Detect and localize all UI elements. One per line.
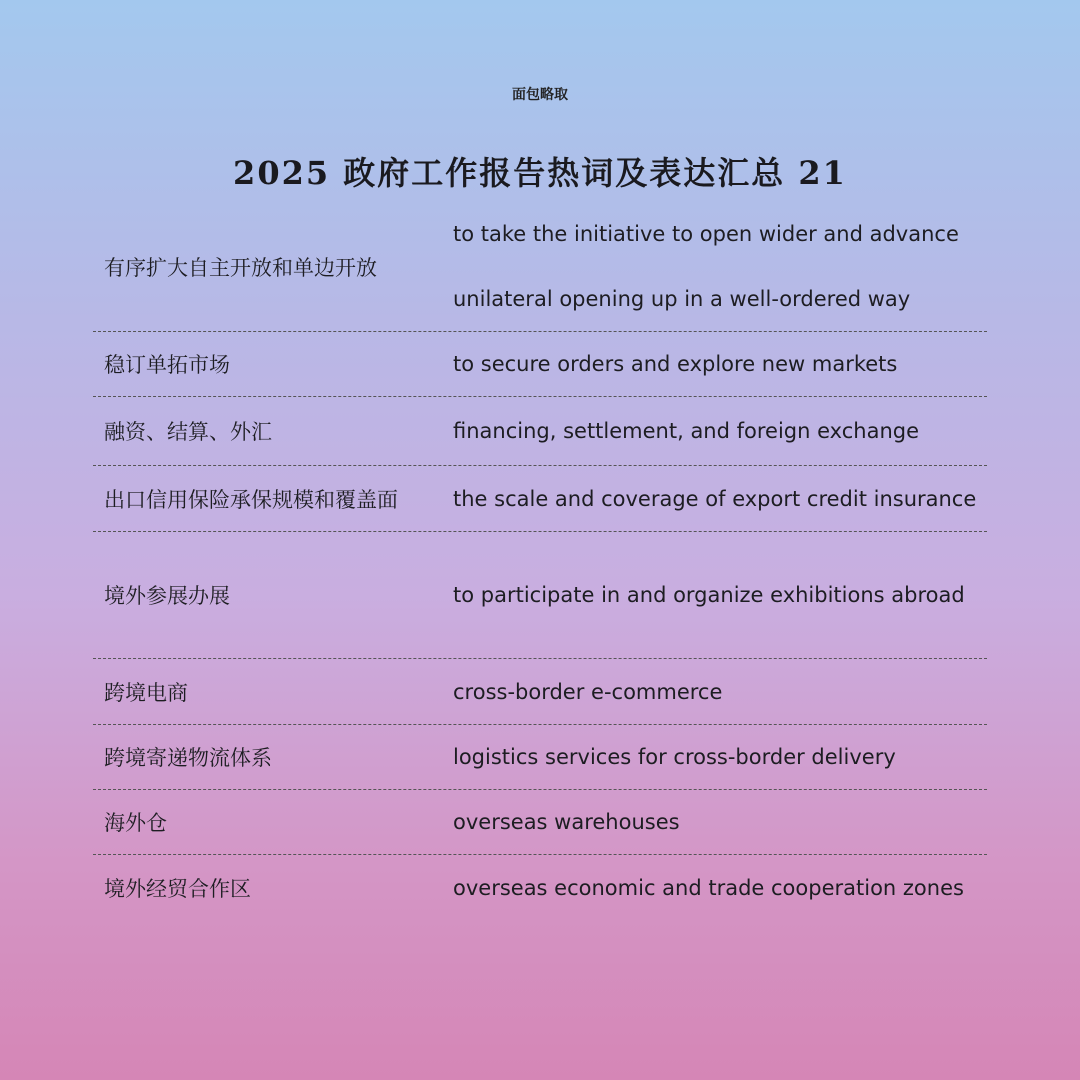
glossary-table xyxy=(93,202,987,921)
english-expression: overseas economic and trade cooperation zones xyxy=(453,876,964,900)
english-expression: the scale and coverage of export credit insurance xyxy=(453,486,977,511)
glossary-row xyxy=(93,332,987,397)
english-expression: overseas warehouses xyxy=(453,810,680,834)
english-expression-line: unilateral opening up in a well-ordered way xyxy=(453,286,911,311)
glossary-row xyxy=(93,466,987,532)
english-expression: to secure orders and explore new markets xyxy=(453,352,898,376)
chinese-term: 跨境寄递物流体系 xyxy=(104,746,272,770)
chinese-term: 海外仓 xyxy=(104,811,167,835)
english-expression: to participate in and organize exhibitions abroad xyxy=(453,583,965,607)
glossary-row xyxy=(93,202,987,332)
chinese-term: 稳订单拓市场 xyxy=(104,353,230,377)
glossary-row xyxy=(93,855,987,921)
chinese-term: 境外经贸合作区 xyxy=(104,877,251,901)
glossary-row xyxy=(93,397,987,466)
chinese-term: 融资、结算、外汇 xyxy=(104,420,272,444)
english-expression-line: to take the initiative to open wider and advance xyxy=(453,221,959,246)
glossary-row xyxy=(93,725,987,790)
glossary-row xyxy=(93,790,987,855)
english-expression xyxy=(453,202,987,332)
chinese-term: 境外参展办展 xyxy=(104,584,230,608)
glossary-row xyxy=(93,532,987,659)
english-expression: financing, settlement, and foreign exchange xyxy=(453,419,919,443)
brand-label: 面包略取 xyxy=(512,87,568,103)
chinese-term: 出口信用保险承保规模和覆盖面 xyxy=(104,487,398,512)
chinese-term: 有序扩大自主开放和单边开放 xyxy=(104,255,377,280)
page-title: 2025 政府工作报告热词及表达汇总 21 xyxy=(233,154,847,192)
chinese-term: 跨境电商 xyxy=(104,680,188,705)
glossary-row xyxy=(93,659,987,725)
english-expression: cross-border e-commerce xyxy=(453,679,723,704)
english-expression: logistics services for cross-border delivery xyxy=(453,745,896,769)
